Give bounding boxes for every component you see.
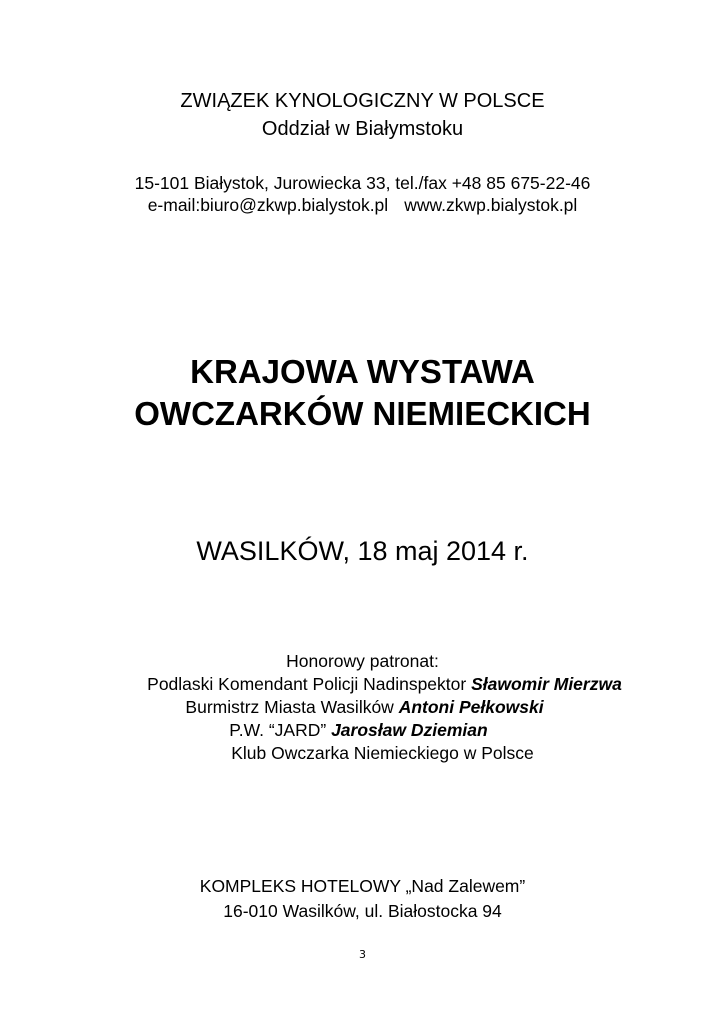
patron-name: Antoni Pełkowski bbox=[398, 697, 544, 717]
patron-item bbox=[20, 742, 725, 764]
patronage-heading: Honorowy patronat: bbox=[286, 651, 439, 671]
organization-branch: Oddział w Białymstoku bbox=[261, 118, 464, 140]
contact-email-website bbox=[0, 194, 725, 216]
show-title-line-1: KRAJOWA WYSTAWA bbox=[190, 353, 535, 390]
patron-role: Burmistrz Miasta Wasilków bbox=[185, 697, 399, 717]
patron-name: Jarosław Dziemian bbox=[331, 720, 488, 740]
event-place-date: WASILKÓW, 18 maj 2014 r. bbox=[196, 536, 529, 566]
venue-name: KOMPLEKS HOTELOWY „Nad Zalewem” bbox=[199, 876, 526, 896]
patron-item bbox=[2, 696, 725, 718]
patron-item bbox=[0, 719, 721, 741]
show-title-line-2: OWCZARKÓW NIEMIECKICH bbox=[134, 395, 591, 432]
page-number: 3 bbox=[359, 948, 366, 961]
patron-item bbox=[22, 673, 725, 695]
contact-website: www.zkwp.bialystok.pl bbox=[404, 195, 578, 215]
organization-name: ZWIĄZEK KYNOLOGICZNY W POLSCE bbox=[180, 90, 545, 112]
venue-address: 16-010 Wasilków, ul. Białostocka 94 bbox=[223, 901, 502, 921]
contact-email: e-mail:biuro@zkwp.bialystok.pl bbox=[147, 195, 389, 215]
patron-role: Podlaski Komendant Policji Nadinspektor bbox=[147, 674, 472, 694]
patron-role: Klub Owczarka Niemieckiego w Polsce bbox=[231, 743, 534, 763]
patron-role: P.W. “JARD” bbox=[229, 720, 332, 740]
patron-name: Sławomir Mierzwa bbox=[471, 674, 622, 694]
contact-address: 15-101 Białystok, Jurowiecka 33, tel./fax +48 85 675-22-46 bbox=[134, 173, 591, 193]
